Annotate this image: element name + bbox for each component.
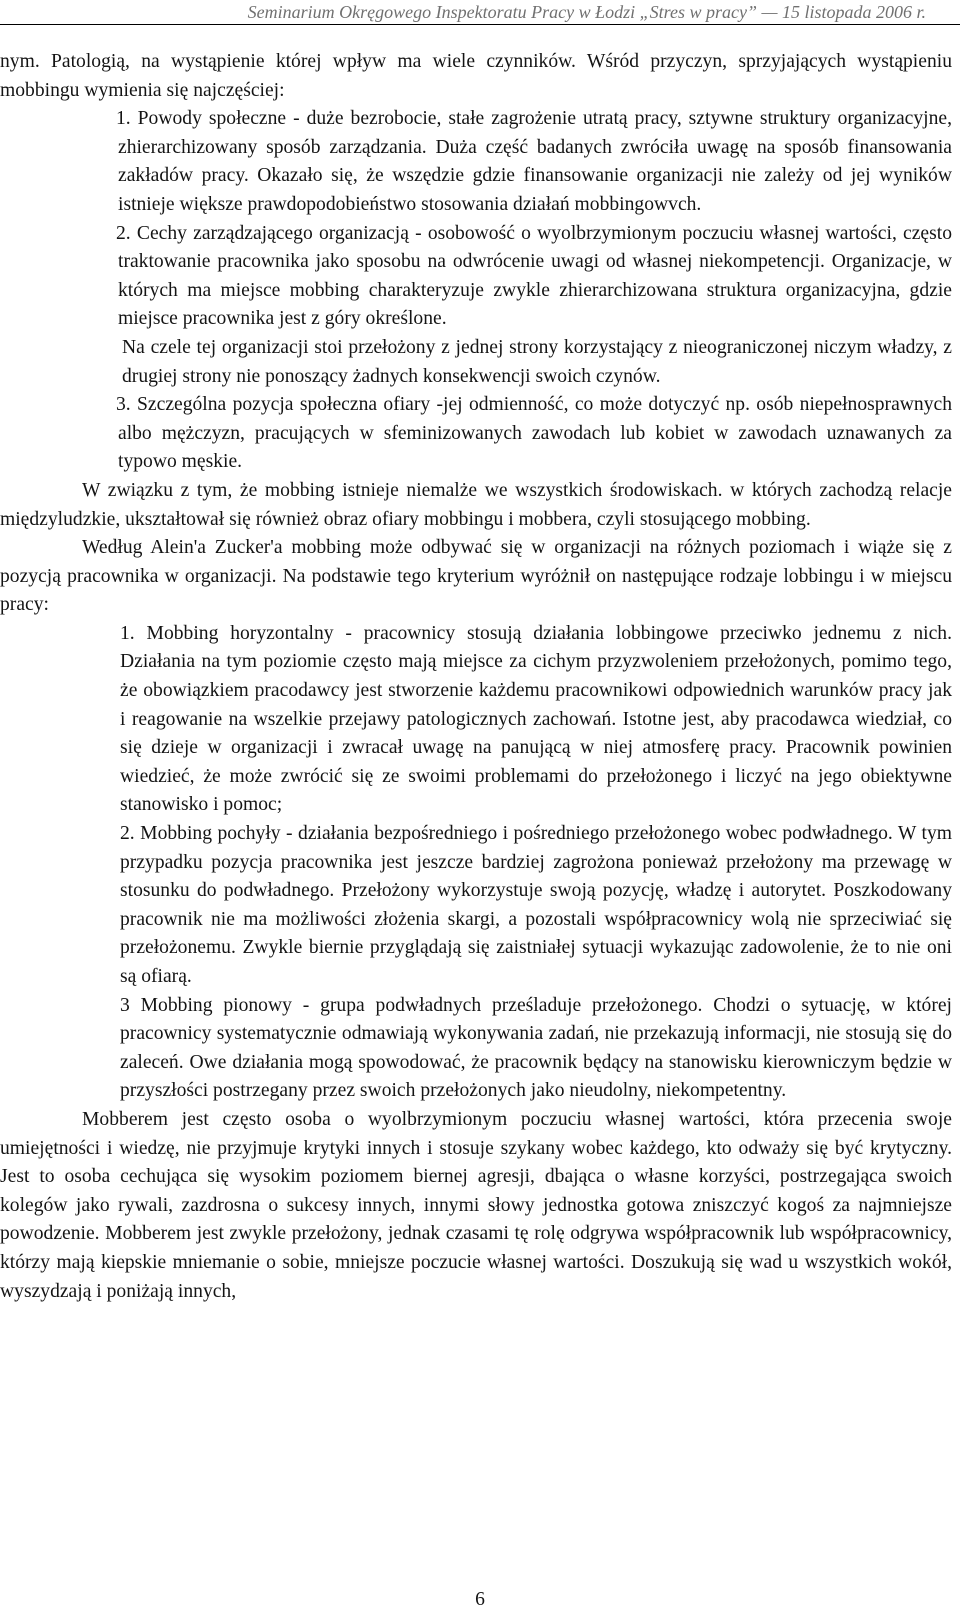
paragraph-environment: W związku z tym, że mobbing istnieje niemalże we wszystkich środowiskach. w których zachodzą relacje międzyludzkie, ukształtował się również obraz ofiary mobbingu i mobbera, czyli stosującego mobbing.: [0, 479, 952, 530]
mobbing-type-1: 1. Mobbing horyzontalny - pracownicy stosują działania lobbingowe przeciwko jednemu z nich. Działania na tym poziomie często mają miejsce za cichym przyzwoleniem przełożonych, pomimo tego, że obowiązkiem pracodawcy jest stworzenie każdemu pracownikowi odpowiednich warunków pracy jak i reagowanie na wszelkie przejawy patologicznych zachowań. Istotne jest, aby pracodawca wiedział, co się dzieje w organizacji i zwracał uwagę na panującą w niej atmosferę pracy. Pracownik powinien wiedzieć, że może zwrócić się ze swoimi problemami do przełożonego i liczyć na jego obiektywne stanowisko i pomoc;: [120, 622, 952, 816]
paragraph-zucker: Według Alein'a Zucker'a mobbing może odbywać się w organizacji na różnych poziomach i wiąże się z pozycją pracownika w organizacji. Na podstawie tego kryterium wyróżnił on następujące rodzaje lobbingu i w miejscu pracy:: [0, 537, 952, 616]
cause-item-2: 2. Cechy zarządzającego organizacją - osobowość o wyolbrzymionym poczuciu własnej wartości, często traktowanie pracownika jako sposobu na odwrócenie uwagi od własnej niekompetencji. Organizacje, w których ma miejsce mobbing charakteryzuje zwykle zhierarchizowana struktura organizacyjna, gdzie miejsce pracownika jest z góry określone.: [116, 222, 952, 330]
mobbing-type-3: 3 Mobbing pionowy - grupa podwładnych prześladuje przełożonego. Chodzi o sytuację, w której pracownicy systematycznie odmawiają wykonywania zadań, nie przekazują informacji, nie stosują się do zaleceń. Owe działania mogą spowodować, że pracownik będący na stanowisku kierowniczym będzie w przyszłości postrzegany przez swoich przełożonych jako nieudolny, niekompetentny.: [120, 994, 952, 1102]
paragraph-mobber: Mobberem jest często osoba o wyolbrzymionym poczuciu własnej wartości, która przecenia swoje umiejętności i wiedzę, nie przyjmuje krytyki innych i stosuje szykany wobec każdego, kto odważy się być krytyczny. Jest to osoba cechująca się wysokim poziomem biernej agresji, dbająca o własne korzyści, postrzegająca swoich kolegów jako rywali, zazdrosna o sukcesy innych, innymi słowy jednostka gotowa zniszczyć kogoś za najmniejsze powodzenie. Mobberem jest zwykle przełożony, jednak czasami tę rolę odgrywa współpracownik lub współpracownicy, którzy mają kiepskie mniemanie o sobie, mniejsze poczucie własnej wartości. Doszukują się wad u wszystkich wokół, wyszydzają i poniżają innych,: [0, 1108, 952, 1302]
cause-item-3: 3. Szczególna pozycja społeczna ofiary -jej odmienność, co może dotyczyć np. osób niepełnosprawnych albo mężczyzn, pracujących w sfeminizowanych zawodach lub kobiet w zawodach uznawanych za typowo męskie.: [116, 394, 952, 473]
body-text: [0, 48, 952, 1306]
cause-item-1: 1. Powody społeczne - duże bezrobocie, stałe zagrożenie utratą pracy, sztywne struktury organizacyjne, zhierarchizowany sposób zarządzania. Duża część badanych zwróciła uwagę na sposób finansowania zakładów pracy. Okazało się, że wszędzie gdzie finansowanie organizacji nie zależy od jej wyników istnieje większe prawdopodobieństwo stosowania działań mobbingowvch.: [116, 108, 952, 215]
running-header: Seminarium Okręgowego Inspektoratu Pracy w Łodzi „Stres w pracy” — 15 listopada 2006 r.: [0, 0, 960, 25]
mobbing-type-2: 2. Mobbing pochyły - działania bezpośredniego i pośredniego przełożonego wobec podwładnego. W tym przypadku pozycja pracownika jest jeszcze bardziej zagrożona ponieważ przełożony ma przewagę w stosunku do podwładnego. Przełożony wykorzystuje swoją pozycję, władzę i autorytet. Poszkodowany pracownik nie ma możliwości złożenia skargi, a pozostali współpracownicy wolą nie sprzeciwiać się przełożonemu. Zwykle biernie przyglądają się zaistniałej sytuacji wykazując zadowolenie, że to nie oni są ofiarą.: [120, 823, 952, 987]
page-number: 6: [475, 1589, 485, 1610]
paragraph-continuation: nym. Patologią, na wystąpienie której wpływ ma wiele czynników. Wśród przyczyn, sprzyjających wystąpieniu mobbingu wymienia się najczęściej:: [0, 51, 952, 101]
cause-item-2-continuation: Na czele tej organizacji stoi przełożony z jednej strony korzystający z nieograniczonej niczym władzy, z drugiej strony nie ponoszący żadnych konsekwencji swoich czynów.: [122, 336, 952, 387]
